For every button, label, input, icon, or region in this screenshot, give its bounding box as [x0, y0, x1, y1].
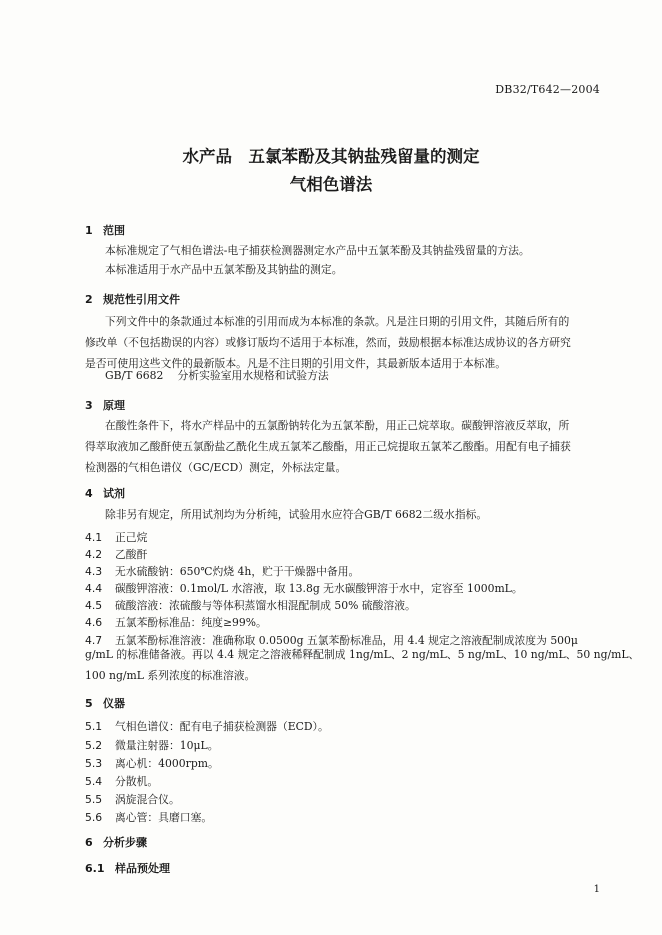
section-heading-procedure: [85, 834, 147, 850]
section-number: 1: [85, 224, 93, 237]
item-text: 离心机：4000rpm。: [115, 757, 219, 770]
list-item: [85, 547, 147, 562]
item-text: 分散机。: [115, 775, 159, 788]
item-number: 4.4: [85, 582, 103, 595]
section-number: 6: [85, 836, 93, 849]
item-text: 气相色谱仪：配有电子捕获检测器（ECD）。: [115, 720, 329, 733]
list-item: [85, 615, 267, 630]
item-text: 五氯苯酚标准溶液：准确称取 0.0500g 五氯苯酚标准品，用 4.4 规定之溶液配制成浓度为 500μ: [115, 634, 578, 647]
item-text: 五氯苯酚标准品：纯度≥99%。: [115, 616, 267, 629]
subsection-title: 样品预处理: [115, 862, 170, 875]
section-title: 范围: [103, 224, 125, 237]
list-item: [85, 756, 219, 771]
item-number: 5.1: [85, 720, 103, 733]
item-number: 4.5: [85, 599, 103, 612]
list-item: [85, 810, 212, 825]
section-heading-scope: [85, 222, 125, 238]
list-item: [85, 774, 158, 789]
subsection-number: 6.1: [85, 862, 105, 875]
item-text: 碳酸钾溶液：0.1mol/L 水溶液，取 13.8g 无水碳酸钾溶于水中，定容至 1000mL。: [115, 582, 523, 595]
section-number: 3: [85, 399, 93, 412]
section-title: 分析步骤: [103, 836, 147, 849]
section-title: 试剂: [103, 487, 125, 500]
item-text: 涡旋混合仪。: [115, 793, 180, 806]
paragraph: 本标准规定了气相色谱法-电子捕获检测器测定水产品中五氯苯酚及其钠盐残留量的方法。: [105, 244, 530, 257]
section-number: 4: [85, 487, 93, 500]
item-text: 离心管：具磨口塞。: [115, 811, 213, 824]
item-continuation: g/mL 的标准储备液。再以 4.4 规定之溶液稀释配制成 1ng/mL、2 ng/mL、5 ng/mL、10 ng/mL、50 ng/mL、: [85, 648, 640, 661]
item-number: 4.1: [85, 531, 103, 544]
item-number: 4.7: [85, 634, 103, 647]
section-title: 规范性引用文件: [103, 293, 180, 306]
paragraph: 在酸性条件下，将水产样品中的五氯酚钠转化为五氯苯酚，用正己烷萃取。碳酸钾溶液反萃取，所: [105, 419, 570, 432]
paragraph: 得萃取液加乙酸酐使五氯酚盐乙酰化生成五氯苯乙酸酯，用正己烷提取五氯苯乙酸酯。用配有电子捕获: [85, 440, 571, 453]
list-item: [85, 738, 219, 753]
paragraph: 除非另有规定，所用试剂均为分析纯，试验用水应符合GB/T 6682二级水指标。: [105, 508, 488, 521]
section-title: 仪器: [103, 697, 125, 710]
section-heading-principle: [85, 397, 125, 413]
standard-code: DB32/T642—2004: [495, 83, 600, 96]
item-text: 正己烷: [115, 531, 148, 544]
document-subtitle: 气相色谱法: [289, 175, 373, 194]
item-text: 无水硫酸钠：650℃灼烧 4h，贮于干燥器中备用。: [115, 565, 360, 578]
paragraph: 本标准适用于水产品中五氯苯酚及其钠盐的测定。: [105, 263, 343, 276]
item-number: 5.5: [85, 793, 103, 806]
reference-entry: GB/T 6682 分析实验室用水规格和试验方法: [105, 369, 329, 382]
section-heading-references: [85, 291, 180, 307]
section-heading-apparatus: [85, 695, 125, 711]
item-number: 4.3: [85, 565, 103, 578]
section-title: 原理: [103, 399, 125, 412]
document-title: 水产品 五氯苯酚及其钠盐残留量的测定: [182, 147, 480, 166]
item-text: 微量注射器：10μL。: [115, 739, 219, 752]
item-number: 5.3: [85, 757, 103, 770]
subsection-heading: [85, 860, 170, 876]
list-item: [85, 598, 416, 613]
section-number: 5: [85, 697, 93, 710]
item-text: 乙酸酐: [115, 548, 148, 561]
paragraph: 是否可使用这些文件的最新版本。凡是不注日期的引用文件，其最新版本适用于本标准。: [85, 357, 507, 370]
list-item: [85, 719, 329, 734]
paragraph: 下列文件中的条款通过本标准的引用而成为本标准的条款。凡是注日期的引用文件，其随后所有的: [105, 315, 570, 328]
item-number: 5.4: [85, 775, 103, 788]
list-item: [85, 530, 147, 545]
list-item: [85, 564, 359, 579]
item-continuation: 100 ng/mL 系列浓度的标准溶液。: [85, 669, 256, 682]
list-item: [85, 581, 523, 596]
paragraph: 修改单（不包括勘误的内容）或修订版均不适用于本标准，然而，鼓励根据本标准达成协议的各方研究: [85, 336, 571, 349]
item-number: 5.2: [85, 739, 103, 752]
page-number: 1: [593, 884, 600, 895]
section-number: 2: [85, 293, 93, 306]
section-heading-reagents: [85, 485, 125, 501]
list-item: [85, 792, 180, 807]
item-number: 5.6: [85, 811, 103, 824]
paragraph: 检测器的气相色谱仪（GC/ECD）测定，外标法定量。: [85, 461, 347, 474]
item-text: 硫酸溶液：浓硫酸与等体积蒸馏水相混配制成 50% 硫酸溶液。: [115, 599, 416, 612]
item-number: 4.2: [85, 548, 103, 561]
item-number: 4.6: [85, 616, 103, 629]
